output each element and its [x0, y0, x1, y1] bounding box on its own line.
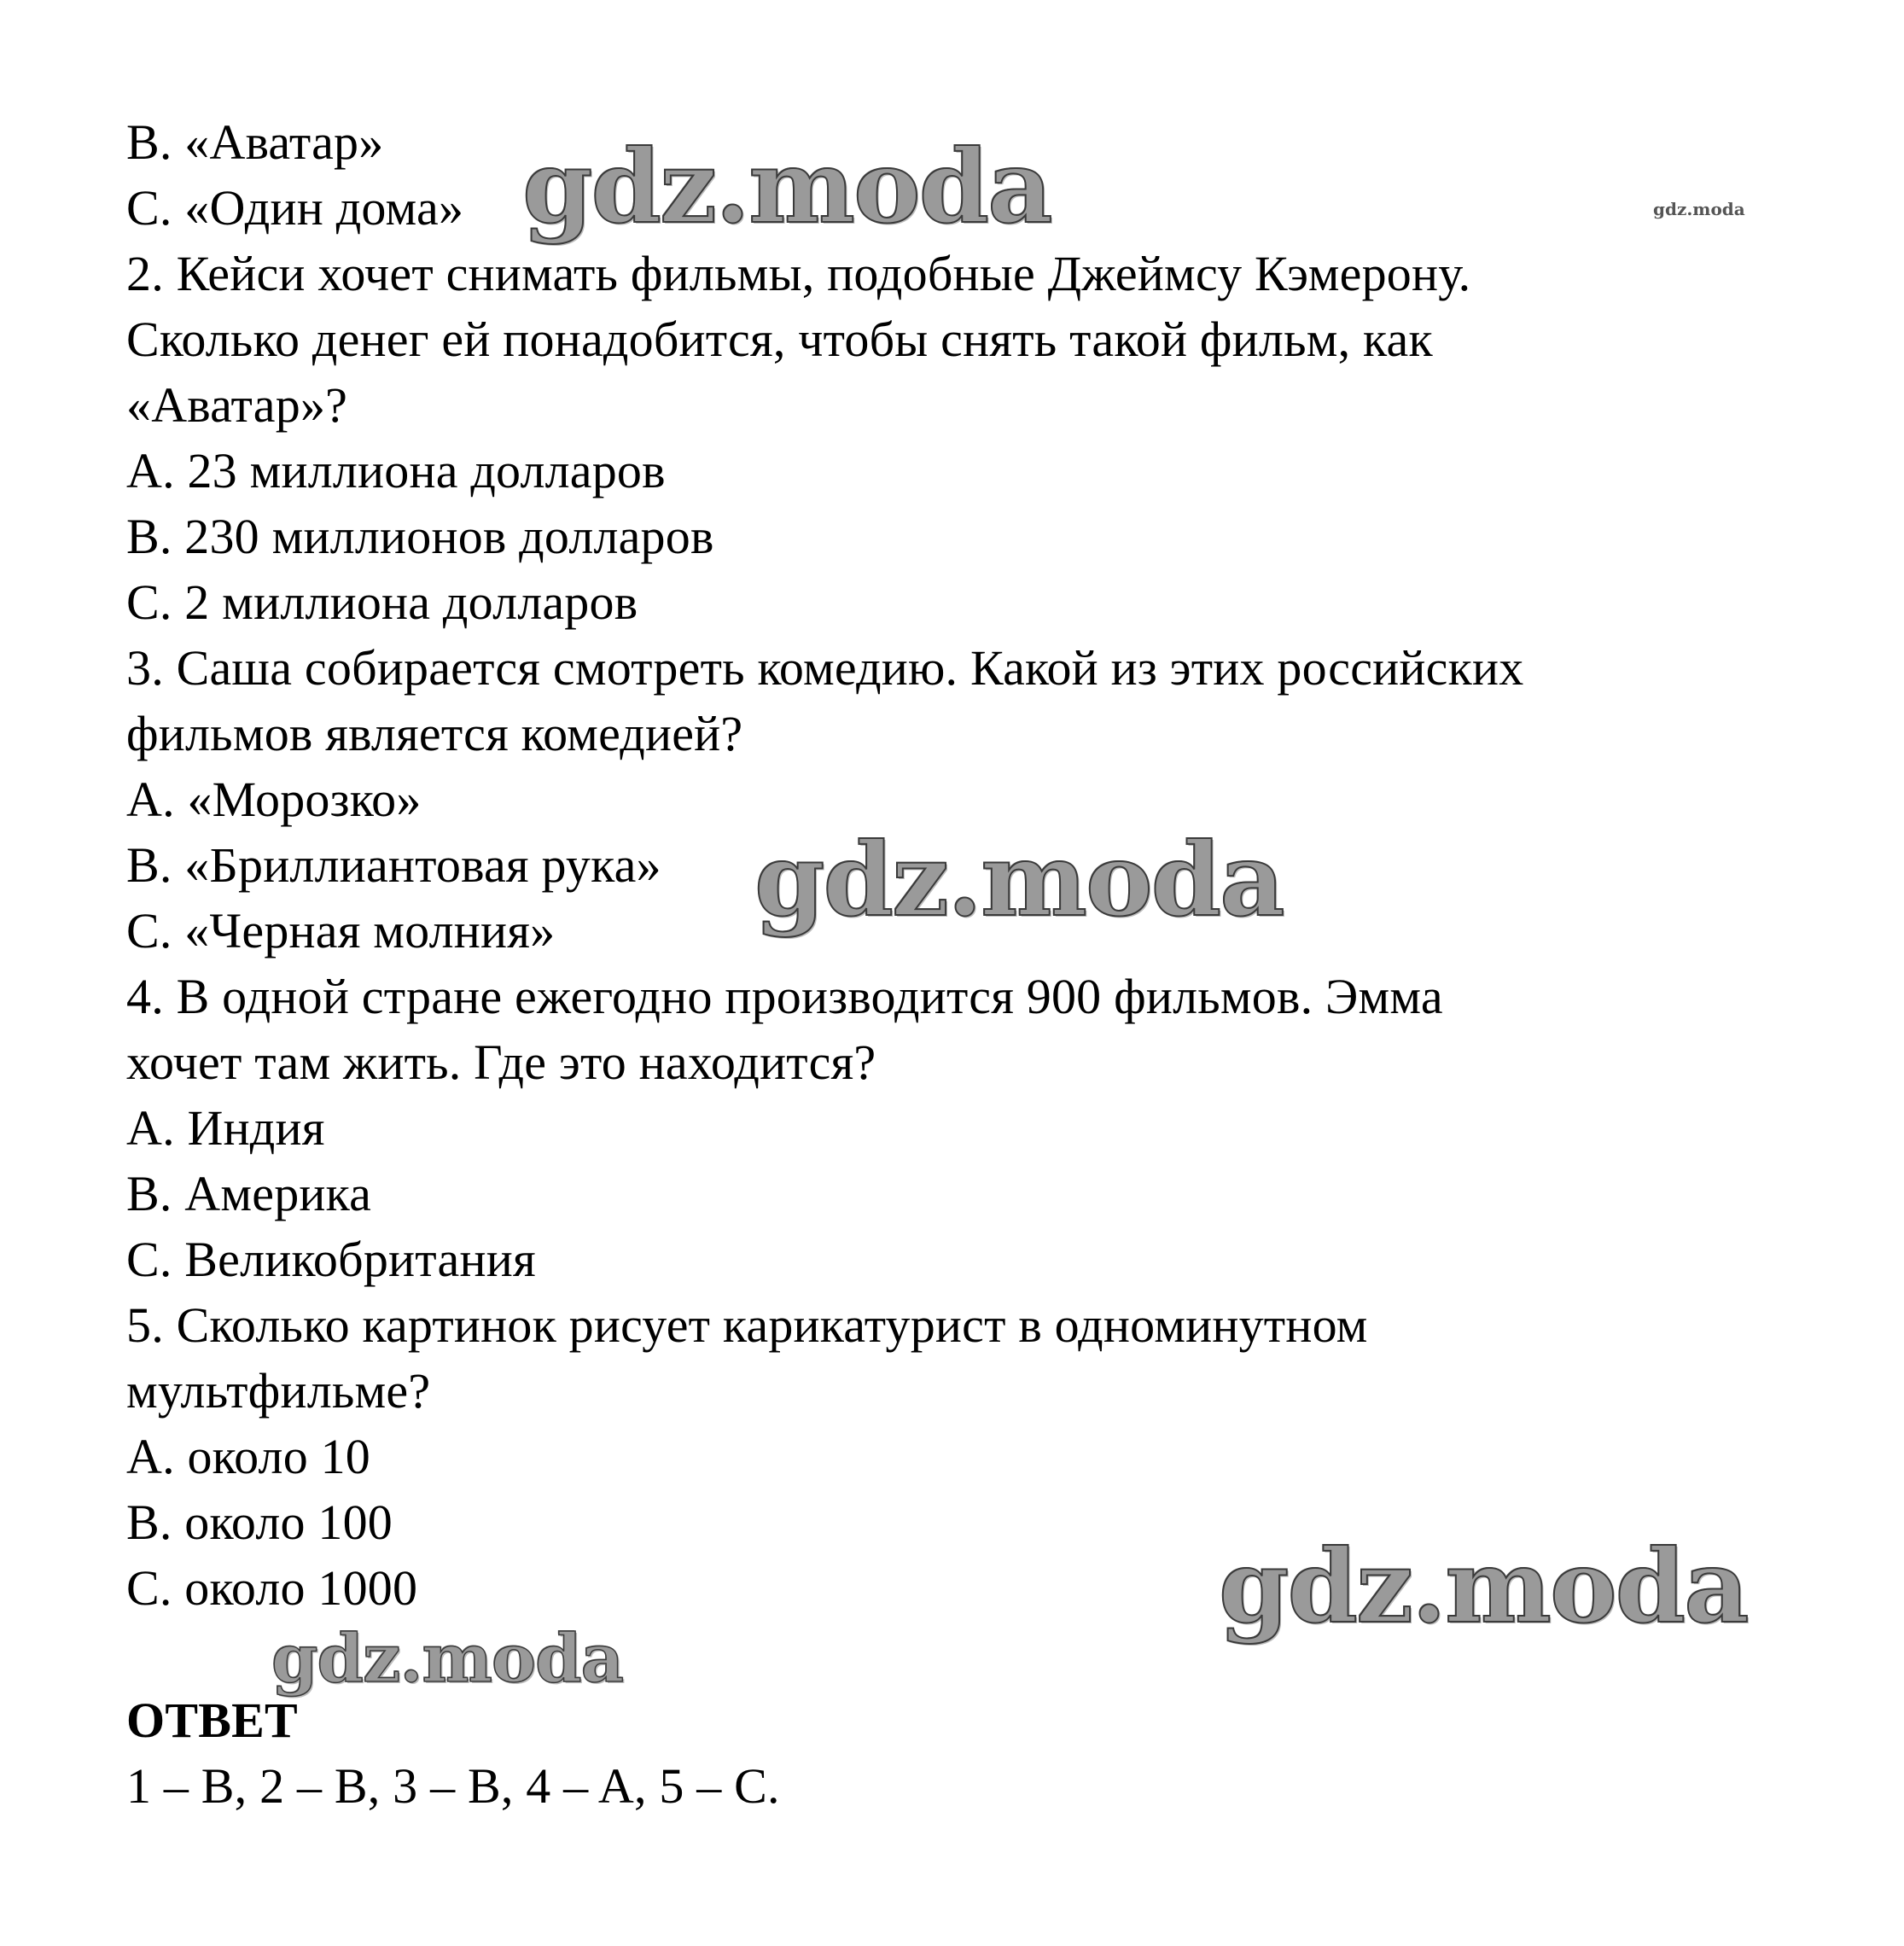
watermark: gdz.moda — [271, 1620, 624, 1698]
question-line: 4. В одной стране ежегодно производится 900 фильмов. Эмма — [126, 969, 1443, 1024]
question-line: 5. Сколько картинок рисует карикатурист в одноминутном — [126, 1297, 1368, 1353]
watermark: gdz.moda — [1219, 1527, 1748, 1646]
question-line: мультфильме? — [126, 1363, 431, 1419]
option-line: B. 230 миллионов долларов — [126, 509, 714, 564]
option-line: B. около 100 — [126, 1494, 393, 1550]
option-line: A. около 10 — [126, 1429, 370, 1484]
option-line: B. «Аватар» — [126, 114, 384, 170]
option-line: A. 23 миллиона долларов — [126, 443, 666, 498]
option-line: B. «Бриллиантовая рука» — [126, 837, 661, 893]
answer-heading: ОТВЕТ — [126, 1693, 298, 1748]
option-line: A. «Морозко» — [126, 772, 422, 827]
option-line: C. 2 миллиона долларов — [126, 574, 638, 630]
watermark-small: gdz.moda — [1653, 199, 1745, 219]
question-line: Сколько денег ей понадобится, чтобы снять такой фильм, как — [126, 312, 1433, 367]
option-line: C. около 1000 — [126, 1560, 418, 1616]
question-line: 3. Саша собирается смотреть комедию. Какой из этих российских — [126, 640, 1524, 696]
watermark: gdz.moda — [754, 820, 1284, 939]
question-line: «Аватар»? — [126, 377, 348, 433]
answer-text: 1 – B, 2 – B, 3 – B, 4 – A, 5 – C. — [126, 1758, 780, 1814]
question-line: 2. Кейси хочет снимать фильмы, подобные Джеймсу Кэмерону. — [126, 246, 1471, 301]
watermark: gdz.moda — [522, 127, 1051, 246]
option-line: C. Великобритания — [126, 1232, 536, 1287]
option-line: C. «Черная молния» — [126, 903, 556, 958]
option-line: C. «Один дома» — [126, 180, 464, 236]
option-line: A. Индия — [126, 1100, 325, 1156]
question-line: хочет там жить. Где это находится? — [126, 1034, 876, 1090]
option-line: B. Америка — [126, 1166, 372, 1221]
question-line: фильмов является комедией? — [126, 706, 743, 761]
